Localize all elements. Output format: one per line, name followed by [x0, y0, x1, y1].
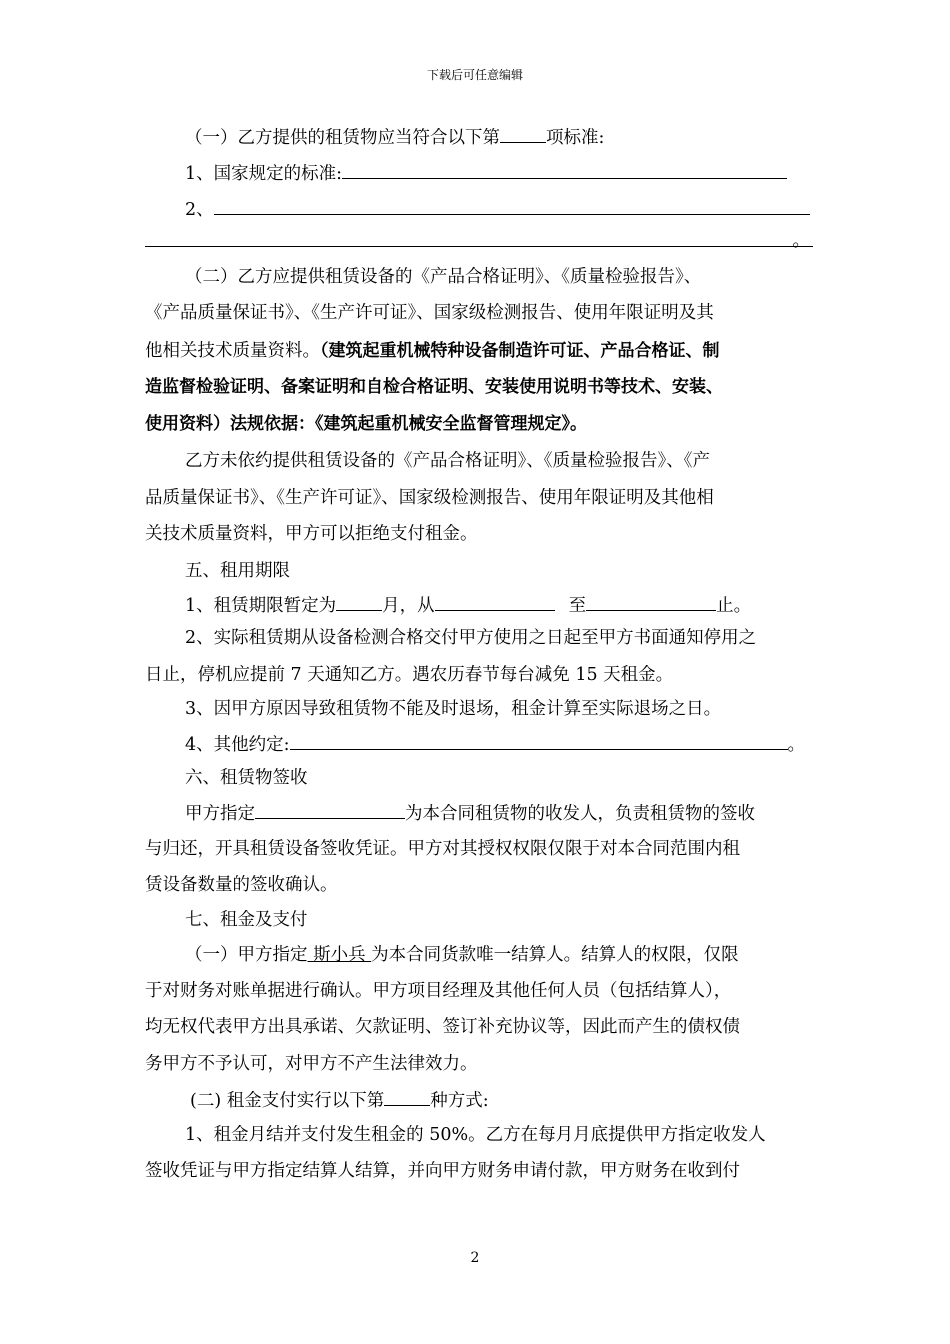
- paragraph-line: 均无权代表甲方出具承诺、欠款证明、签订补充协议等，因此而产生的债权债: [145, 1017, 740, 1037]
- clause-line: 1、国家规定的标准:: [185, 160, 815, 187]
- paragraph-line-bold: 造监督检验证明、备案证明和自检合格证明、安装使用说明书等技术、安装、: [145, 377, 723, 397]
- paragraph-line: 赁设备数量的签收确认。: [145, 875, 338, 895]
- payment-method-line: (二) 租金支付实行以下第 种方式:: [190, 1087, 810, 1114]
- paragraph-line: 3、因甲方原因导致租赁物不能及时退场，租金计算至实际退场之日。: [185, 699, 722, 719]
- paragraph-line: 品质量保证书》、《生产许可证》、国家级检测报告、使用年限证明及其他相: [145, 488, 714, 508]
- paragraph-line: 务甲方不予认可，对甲方不产生法律效力。: [145, 1054, 478, 1074]
- settler-name: 斯小兵: [307, 945, 372, 965]
- blank-field: [586, 592, 716, 611]
- blank-field: [500, 124, 546, 143]
- settler-line: （一）甲方指定 斯小兵 为本合同货款唯一结算人。结算人的权限，仅限: [185, 945, 739, 965]
- paragraph-line: 乙方未依约提供租赁设备的《产品合格证明》、《质量检验报告》、《产: [185, 451, 710, 471]
- other-agreement-line: 4、其他约定: 。: [185, 731, 815, 758]
- section-heading: 五、租用期限: [185, 561, 290, 581]
- page-number: 2: [470, 1250, 480, 1266]
- paragraph-line: 日止，停机应提前 7 天通知乙方。遇农历春节每台减免 15 天租金。: [145, 665, 674, 685]
- receiver-line: 甲方指定 为本合同租赁物的收发人，负责租赁物的签收: [185, 800, 815, 827]
- paragraph-line: （二）乙方应提供租赁设备的《产品合格证明》、《质量检验报告》、: [185, 267, 702, 287]
- paragraph-line: 他相关技术质量资料。（建筑起重机械特种设备制造许可证、产品合格证、制: [145, 341, 720, 361]
- paragraph-line: 关技术质量资料，甲方可以拒绝支付租金。: [145, 524, 478, 544]
- blank-field: [435, 592, 555, 611]
- blank-field: [342, 160, 787, 179]
- blank-field: [214, 196, 810, 215]
- blank-field: [384, 1087, 430, 1106]
- paragraph-line: 于对财务对账单据进行确认。甲方项目经理及其他任何人员（包括结算人），: [145, 981, 732, 1001]
- blank-field: [336, 592, 382, 611]
- paragraph-line: 2、实际租赁期从设备检测合格交付甲方使用之日起至甲方书面通知停用之: [185, 628, 757, 648]
- blank-field: [255, 800, 405, 819]
- paragraph-line: 签收凭证与甲方指定结算人结算，并向甲方财务申请付款，甲方财务在收到付: [145, 1161, 740, 1181]
- clause-line: 2、: [185, 196, 815, 223]
- page-header: 下载后可任意编辑: [426, 68, 523, 82]
- paragraph-line-bold: 使用资料）法规依据：《建筑起重机械安全监督管理规定》。: [145, 414, 587, 434]
- section-heading: 六、租赁物签收: [185, 768, 308, 788]
- blank-field: [290, 731, 788, 750]
- lease-term-line: 1、租赁期限暂定为 月，从 至 止。: [185, 592, 815, 619]
- period-mark: 。: [792, 231, 810, 251]
- paragraph-line: 1、租金月结并支付发生租金的 50%。乙方在每月月底提供甲方指定收发人: [185, 1125, 766, 1145]
- paragraph-line: 《产品质量保证书》、《生产许可证》、国家级检测报告、使用年限证明及其: [145, 303, 714, 323]
- paragraph-line: 与归还，开具租赁设备签收凭证。甲方对其授权权限仅限于对本合同范围内租: [145, 839, 740, 859]
- clause-standard: （一）乙方提供的租赁物应当符合以下第 项标准:: [185, 124, 815, 151]
- section-heading: 七、租金及支付: [185, 910, 308, 930]
